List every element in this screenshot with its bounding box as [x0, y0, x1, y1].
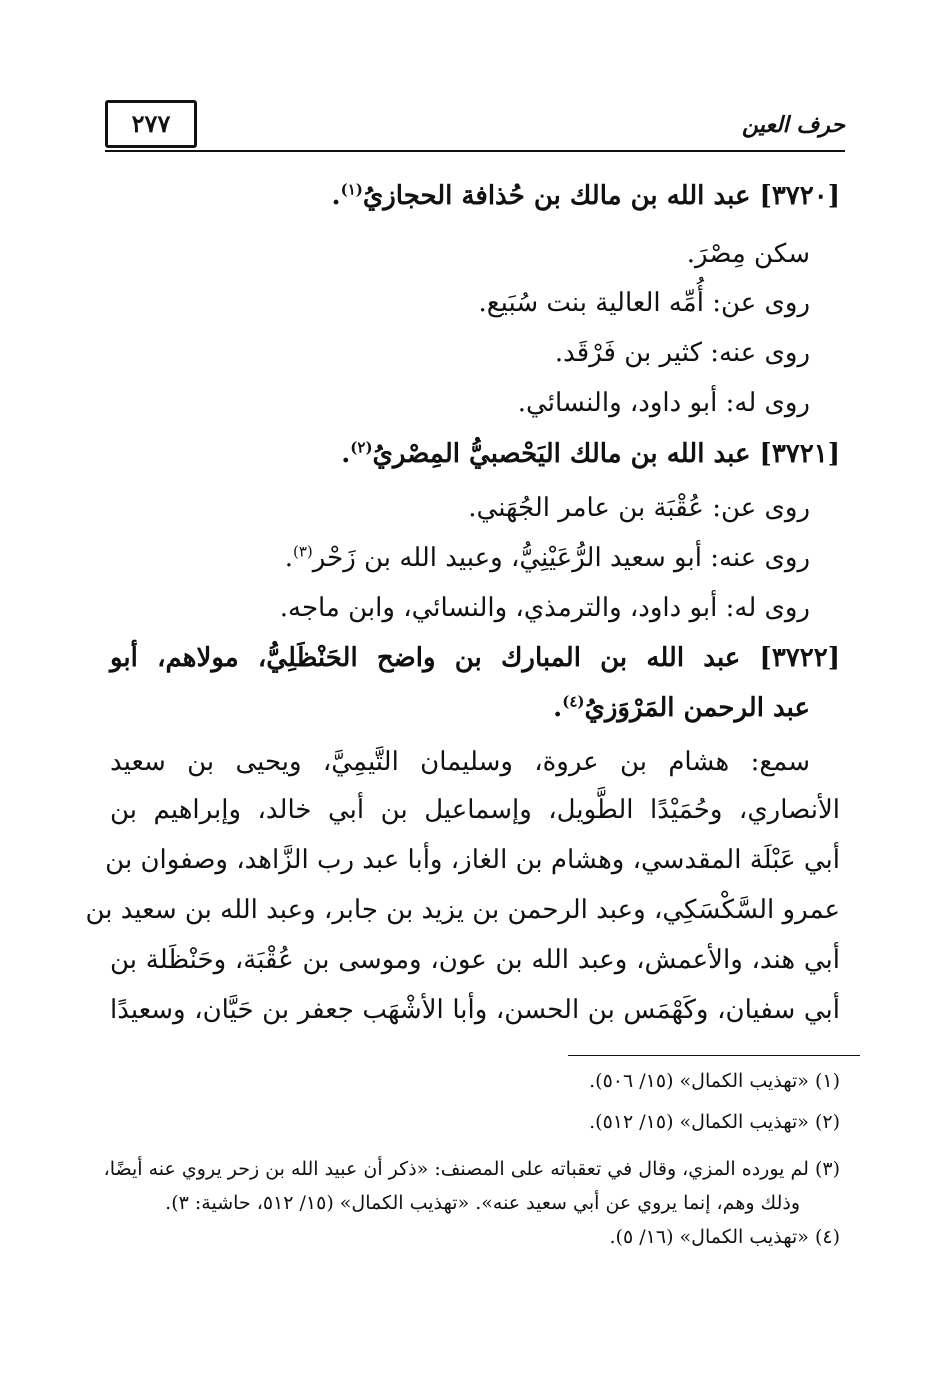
paragraph-line: أبي سفيان، وكَهْمَس بن الحسن، وأبا الأشْهَب جعفر بن حَيَّان، وسعيدًا	[110, 995, 840, 1025]
footnote-1: (١) «تهذيب الكمال» (١٥/ ٥٠٦).	[589, 1070, 840, 1092]
entry-3721-line: روى عنه: أبو سعيد الرُّعَيْنِيُّ، وعبيد الله بن زَحْر$^{(٣)}$.	[284, 542, 810, 573]
entry-3721-line: روى عن: عُقْبَة بن عامر الجُهَني.	[468, 493, 810, 523]
paragraph-line: أبي هند، والأعمش، وعبد الله بن عون، وموسى بن عُقْبَة، وحَنْظَلة بن	[110, 945, 840, 975]
header-rule	[105, 150, 845, 152]
entry-3720-line: سكن مِصْرَ.	[686, 239, 810, 269]
footnote-separator	[568, 1055, 860, 1056]
entry-title-3721: [٣٧٢١] عبد الله بن مالك اليَحْصبيُّ المِصْريُ$^{(٢)}$.	[341, 438, 840, 469]
entry-title-3722: [٣٧٢٢] عبد الله بن المبارك بن واضح الحَنْظَلِيُّ، مولاهم، أبو	[110, 643, 840, 673]
entry-title-3722-cont: عبد الرحمن المَرْوَزيُ$^{(٤)}$.	[553, 692, 810, 723]
footnote-ref: (١)	[340, 180, 363, 199]
paragraph-line: سمع: هشام بن عروة، وسليمان التَّيمِيَّ، ويحيى بن سعيد	[110, 747, 810, 777]
footnote-3: (٣) لم يورده المزي، وقال في تعقباته على المصنف: «ذكر أن عبيد الله بن زحر يروي عنه أيضًا،	[103, 1158, 840, 1180]
entry-3720-line: روى عن: أُمِّه العالية بنت سُبَيع.	[478, 288, 810, 318]
page-number-box: ٢٧٧	[105, 100, 197, 148]
entry-3721-line: روى له: أبو داود، والترمذي، والنسائي، وابن ماجه.	[279, 593, 810, 623]
paragraph-line: أبي عَبْلَة المقدسي، وهشام بن الغاز، وأبا عبد رب الزَّاهد، وصفوان بن	[105, 845, 840, 875]
paragraph-line: عمرو السَّكْسَكِي، وعبد الرحمن بن يزيد بن جابر، وعبد الله بن سعيد بن	[85, 895, 840, 925]
footnote-2: (٢) «تهذيب الكمال» (١٥/ ٥١٢).	[589, 1111, 840, 1133]
footnote-ref: (٢)	[350, 438, 373, 457]
paragraph-line: الأنصاري، وحُمَيْدًا الطَّويل، وإسماعيل بن أبي خالد، وإبراهيم بن	[110, 795, 840, 825]
footnote-3-cont: وذلك وهم، إنما يروي عن أبي سعيد عنه». «تهذيب الكمال» (١٥/ ٥١٢، حاشية: ٣).	[165, 1192, 800, 1214]
page-header	[105, 100, 845, 156]
footnote-ref: (٤)	[562, 692, 585, 711]
entry-title-3720: [٣٧٢٠] عبد الله بن مالك بن حُذافة الحجازيُ$^{(١)}$.	[331, 180, 840, 211]
entry-3720-line: روى له: أبو داود، والنسائي.	[517, 388, 810, 418]
entry-3720-line: روى عنه: كثير بن فَرْقَد.	[554, 338, 810, 368]
running-title: حرف العين	[741, 112, 845, 138]
footnote-ref: (٣)	[293, 542, 313, 561]
footnote-4: (٤) «تهذيب الكمال» (١٦/ ٥).	[609, 1226, 840, 1248]
